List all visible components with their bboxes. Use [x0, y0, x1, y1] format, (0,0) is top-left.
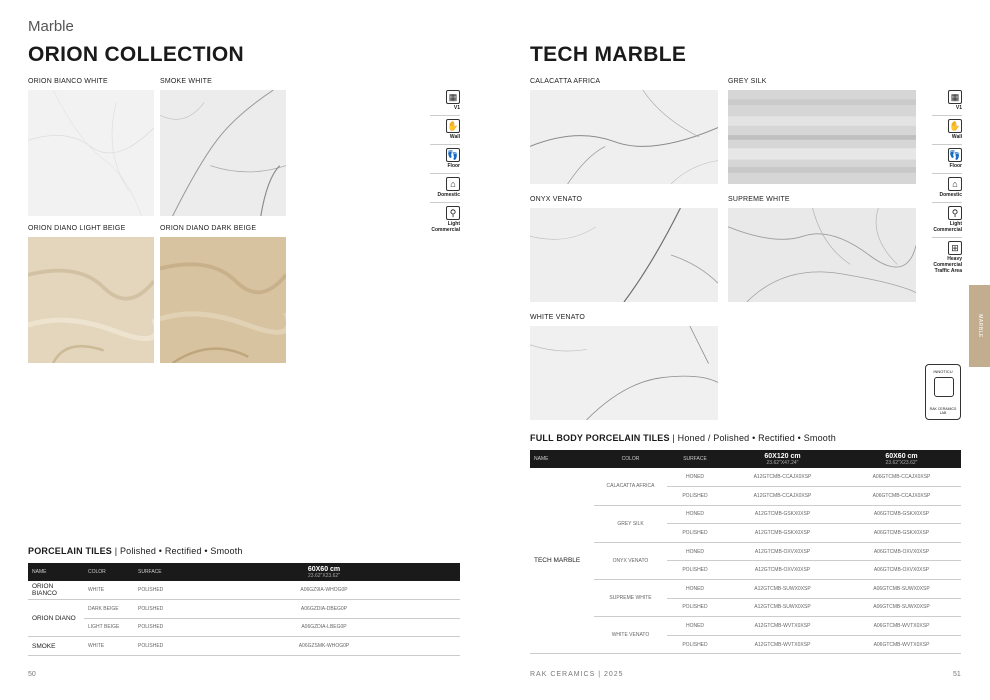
tile-swatch-smoke-white: [160, 90, 286, 216]
tile-swatch-orion-diano-light-beige: [28, 237, 154, 363]
tile-caption: SMOKE WHITE: [160, 78, 212, 85]
shoe-icon: ⚲: [948, 206, 962, 220]
table-row: POLISHED A12GTCMB-GSKX0XSP A06GTCMB-GSKX0XSP: [530, 524, 961, 543]
tile-swatch-supreme-white: [728, 208, 916, 302]
table-row: SUPREME WHITE HONED A12GTCMB-SUWX0XSP A06GTCMB-SUWX0XSP: [530, 580, 961, 599]
tile-caption: ONYX VENATO: [530, 196, 583, 203]
tile-caption: SUPREME WHITE: [728, 196, 790, 203]
hand-icon: ✋: [948, 119, 962, 133]
tile-caption: ORION DIANO DARK BEIGE: [160, 225, 257, 232]
section-tab: MARBLE: [969, 285, 990, 367]
page-number: 51: [953, 671, 961, 678]
grid-icon: ▦: [446, 90, 460, 104]
col-header: 60X120 cm 23.62"X47.24": [723, 450, 842, 468]
col-header: 60X60 cm 23.62"X23.62": [842, 450, 961, 468]
table-row: TECH MARBLE CALACATTA AFRICA HONED A12GTCMB-CCAJX0XSP A06GTCMB-CCAJX0XSP: [530, 468, 961, 487]
tile-caption: ORION BIANCO WHITE: [28, 78, 108, 85]
col-header: NAME: [530, 450, 594, 468]
table-row: LIGHT BEIGE POLISHED A06GZDIA-LBEG0P: [28, 618, 460, 637]
table-heading: PORCELAIN TILES | Polished • Rectified • Smooth: [28, 546, 243, 556]
tile-caption: ORION DIANO LIGHT BEIGE: [28, 225, 126, 232]
collection-title: TECH MARBLE: [530, 43, 687, 66]
col-header: SURFACE: [667, 450, 723, 468]
tile-caption: GREY SILK: [728, 78, 767, 85]
tile-swatch-white-venato: [530, 326, 718, 420]
col-header: COLOR: [84, 563, 134, 581]
table-row: ORION DIANO DARK BEIGE POLISHED A06GZDIA-DBEG0P: [28, 600, 460, 619]
full-body-porcelain-table: [530, 450, 961, 654]
footer-brand: RAK CERAMICS | 2025: [530, 671, 624, 678]
hand-icon: ✋: [446, 119, 460, 133]
table-row: POLISHED A12GTCMB-SUWX0XSP A06GTCMB-SUWX0XSP: [530, 598, 961, 617]
house-icon: ⌂: [446, 177, 460, 191]
usage-icons: ▦ V1 ✋ Wall 👣 Floor ⌂ Domestic ⚲ Light Commercial ⊞ Heavy Commercial Traffic Area: [933, 91, 962, 274]
gauge-icon: [934, 377, 954, 397]
col-header: 60X60 cm 23.62"X23.62": [188, 563, 460, 581]
certification-badge: INNOTICU RAK CERAMICS LAB: [925, 364, 961, 420]
tile-swatch-grey-silk: [728, 90, 916, 184]
category-label: Marble: [28, 18, 74, 35]
collection-title: ORION COLLECTION: [28, 43, 244, 66]
shoe-icon: ⚲: [446, 206, 460, 220]
house-icon: ⌂: [948, 177, 962, 191]
tile-caption: WHITE VENATO: [530, 314, 586, 321]
table-heading: FULL BODY PORCELAIN TILES | Honed / Polished • Rectified • Smooth: [530, 433, 836, 443]
footprint-icon: 👣: [446, 148, 460, 162]
col-header: SURFACE: [134, 563, 188, 581]
table-row: POLISHED A12GTCMB-OXVX0XSP A06GTCMB-OXVX0XSP: [530, 561, 961, 580]
tile-swatch-orion-diano-dark-beige: [160, 237, 286, 363]
table-row: POLISHED A12GTCMB-CCAJX0XSP A06GTCMB-CCAJX0XSP: [530, 487, 961, 506]
tile-swatch-orion-bianco-white: [28, 90, 154, 216]
tile-caption: CALACATTA AFRICA: [530, 78, 601, 85]
col-header: COLOR: [594, 450, 667, 468]
footprint-icon: 👣: [948, 148, 962, 162]
tile-swatch-onyx-venato: [530, 208, 718, 302]
table-row: GREY SILK HONED A12GTCMB-GSKX0XSP A06GTCMB-GSKX0XSP: [530, 505, 961, 524]
table-row: ORION BIANCO WHITE POLISHED A06GZ9IA-WHOG0P: [28, 581, 460, 600]
usage-icons: ▦ V1 ✋ Wall 👣 Floor ⌂ Domestic ⚲ Light Commercial: [431, 91, 460, 233]
table-row: ONYX VENATO HONED A12GTCMB-OXVX0XSP A06GTCMB-OXVX0XSP: [530, 542, 961, 561]
col-header: NAME: [28, 563, 84, 581]
porcelain-tiles-table: [28, 563, 460, 656]
tile-swatch-calacatta-africa: [530, 90, 718, 184]
table-row: WHITE VENATO HONED A12GTCMB-WVTX0XSP A06GTCMB-WVTX0XSP: [530, 617, 961, 636]
grid-icon: ▦: [948, 90, 962, 104]
page-number: 50: [28, 671, 36, 678]
cart-icon: ⊞: [948, 241, 962, 255]
table-row: SMOKE WHITE POLISHED A06GZSMK-WHOG0P: [28, 637, 460, 656]
table-row: POLISHED A12GTCMB-WVTX0XSP A06GTCMB-WVTX0XSP: [530, 635, 961, 654]
